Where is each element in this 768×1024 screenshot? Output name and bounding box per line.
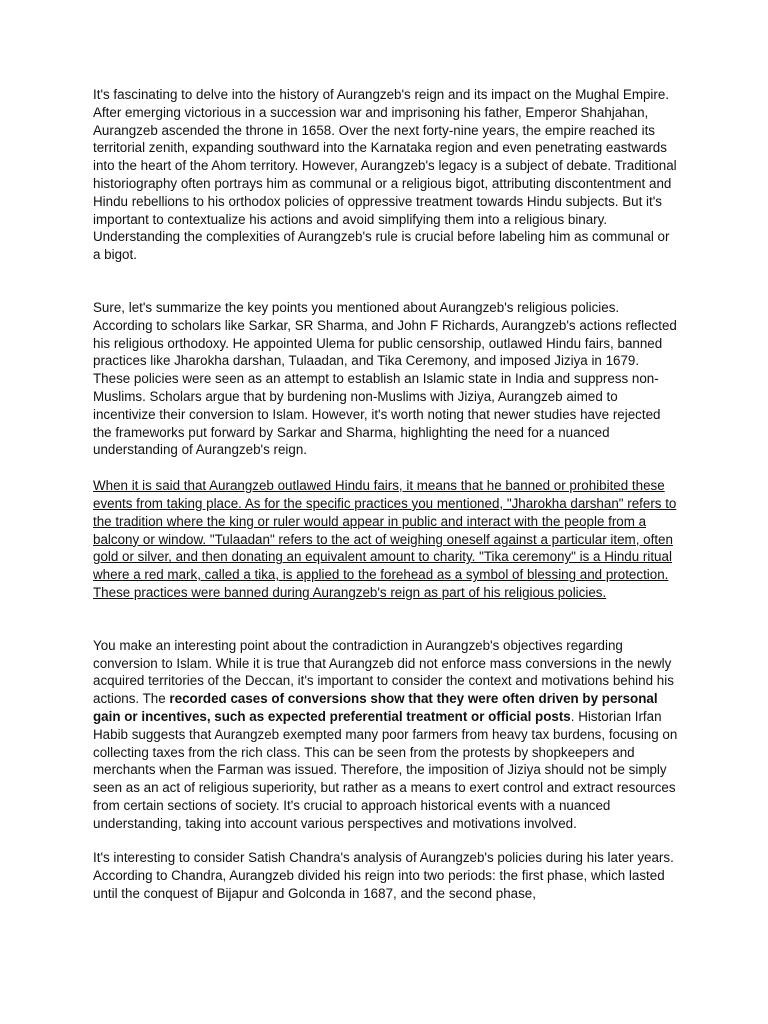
document-page (93, 86, 678, 903)
paragraph-conversion-bold-text: recorded cases of conversions show that they were often driven by personal gain or incentives, such as expected preferential treatment or official posts (93, 691, 658, 724)
paragraph-outlawed-practices: When it is said that Aurangzeb outlawed Hindu fairs, it means that he banned or prohibited these events from taking place. As for the specific practices you mentioned, "Jharokha darshan" refers to the tradition where the king or ruler would appear in public and interact with the people from a balcony or window. "Tulaadan" refers to the act of weighing oneself against a particular item, often gold or silver, and then donating an equivalent amount to charity. "Tika ceremony" is a Hindu ritual where a red mark, called a tika, is applied to the forehead as a symbol of blessing and protection. These practices were banned during Aurangzeb's reign as part of his religious policies. (93, 478, 677, 600)
paragraph-satish-chandra: It's interesting to consider Satish Chandra's analysis of Aurangzeb's policies during his later years. According to Chandra, Aurangzeb divided his reign into two periods: the first phase, which lasted until the conquest of Bijapur and Golconda in 1687, and the second phase, (93, 850, 674, 902)
paragraph-conversion-text-before: You make an interesting point about the contradiction in Aurangzeb's objectives regarding conversion to Islam. While it is true that Aurangzeb did not enforce mass conversions in the newly acquired territories of the Deccan, it's important to consider the context and motivations behind his actions. The (93, 637, 674, 707)
paragraph-intro: It's fascinating to delve into the history of Aurangzeb's reign and its impact on the Mughal Empire. After emerging victorious in a succession war and imprisoning his father, Emperor Shahjahan, Aurangzeb ascended the throne in 1658. Over the next forty-nine years, the empire reached its territorial zenith, expanding southward into the Karnataka region and even penetrating eastwards into the heart of the Ahom territory. However, Aurangzeb's legacy is a subject of debate. Traditional historiography often portrays him as communal or a religious bigot, attributing discontentment and Hindu rebellions to his orthodox policies of oppressive treatment towards Hindu subjects. But it's important to contextualize his actions and avoid simplifying them into a religious binary. Understanding the complexities of Aurangzeb's rule is crucial before labeling him as communal or a bigot. (93, 87, 677, 263)
paragraph-conversion (93, 637, 678, 833)
paragraph-conversion-text-after: . Historian Irfan Habib suggests that Aurangzeb exempted many poor farmers from heavy tax burdens, focusing on collecting taxes from the rich class. This can be seen from the protests by shopkeepers and merchants when the Farman was issued. Therefore, the imposition of Jiziya should not be simply seen as an act of religious superiority, but rather as a means to exert control and extract resources from certain sections of society. It's crucial to approach historical events with a nuanced understanding, taking into account various perspectives and motivations involved. (93, 708, 678, 831)
paragraph-religious-policies: Sure, let's summarize the key points you mentioned about Aurangzeb's religious policies. According to scholars like Sarkar, SR Sharma, and John F Richards, Aurangzeb's actions reflected his religious orthodoxy. He appointed Ulema for public censorship, outlawed Hindu fairs, banned practices like Jharokha darshan, Tulaadan, and Tika Ceremony, and imposed Jiziya in 1679. These policies were seen as an attempt to establish an Islamic state in India and suppress non-Muslims. Scholars argue that by burdening non-Muslims with Jiziya, Aurangzeb aimed to incentivize their conversion to Islam. However, it's worth noting that newer studies have rejected the frameworks put forward by Sarkar and Sharma, highlighting the need for a nuanced understanding of Aurangzeb's reign. (93, 299, 677, 458)
